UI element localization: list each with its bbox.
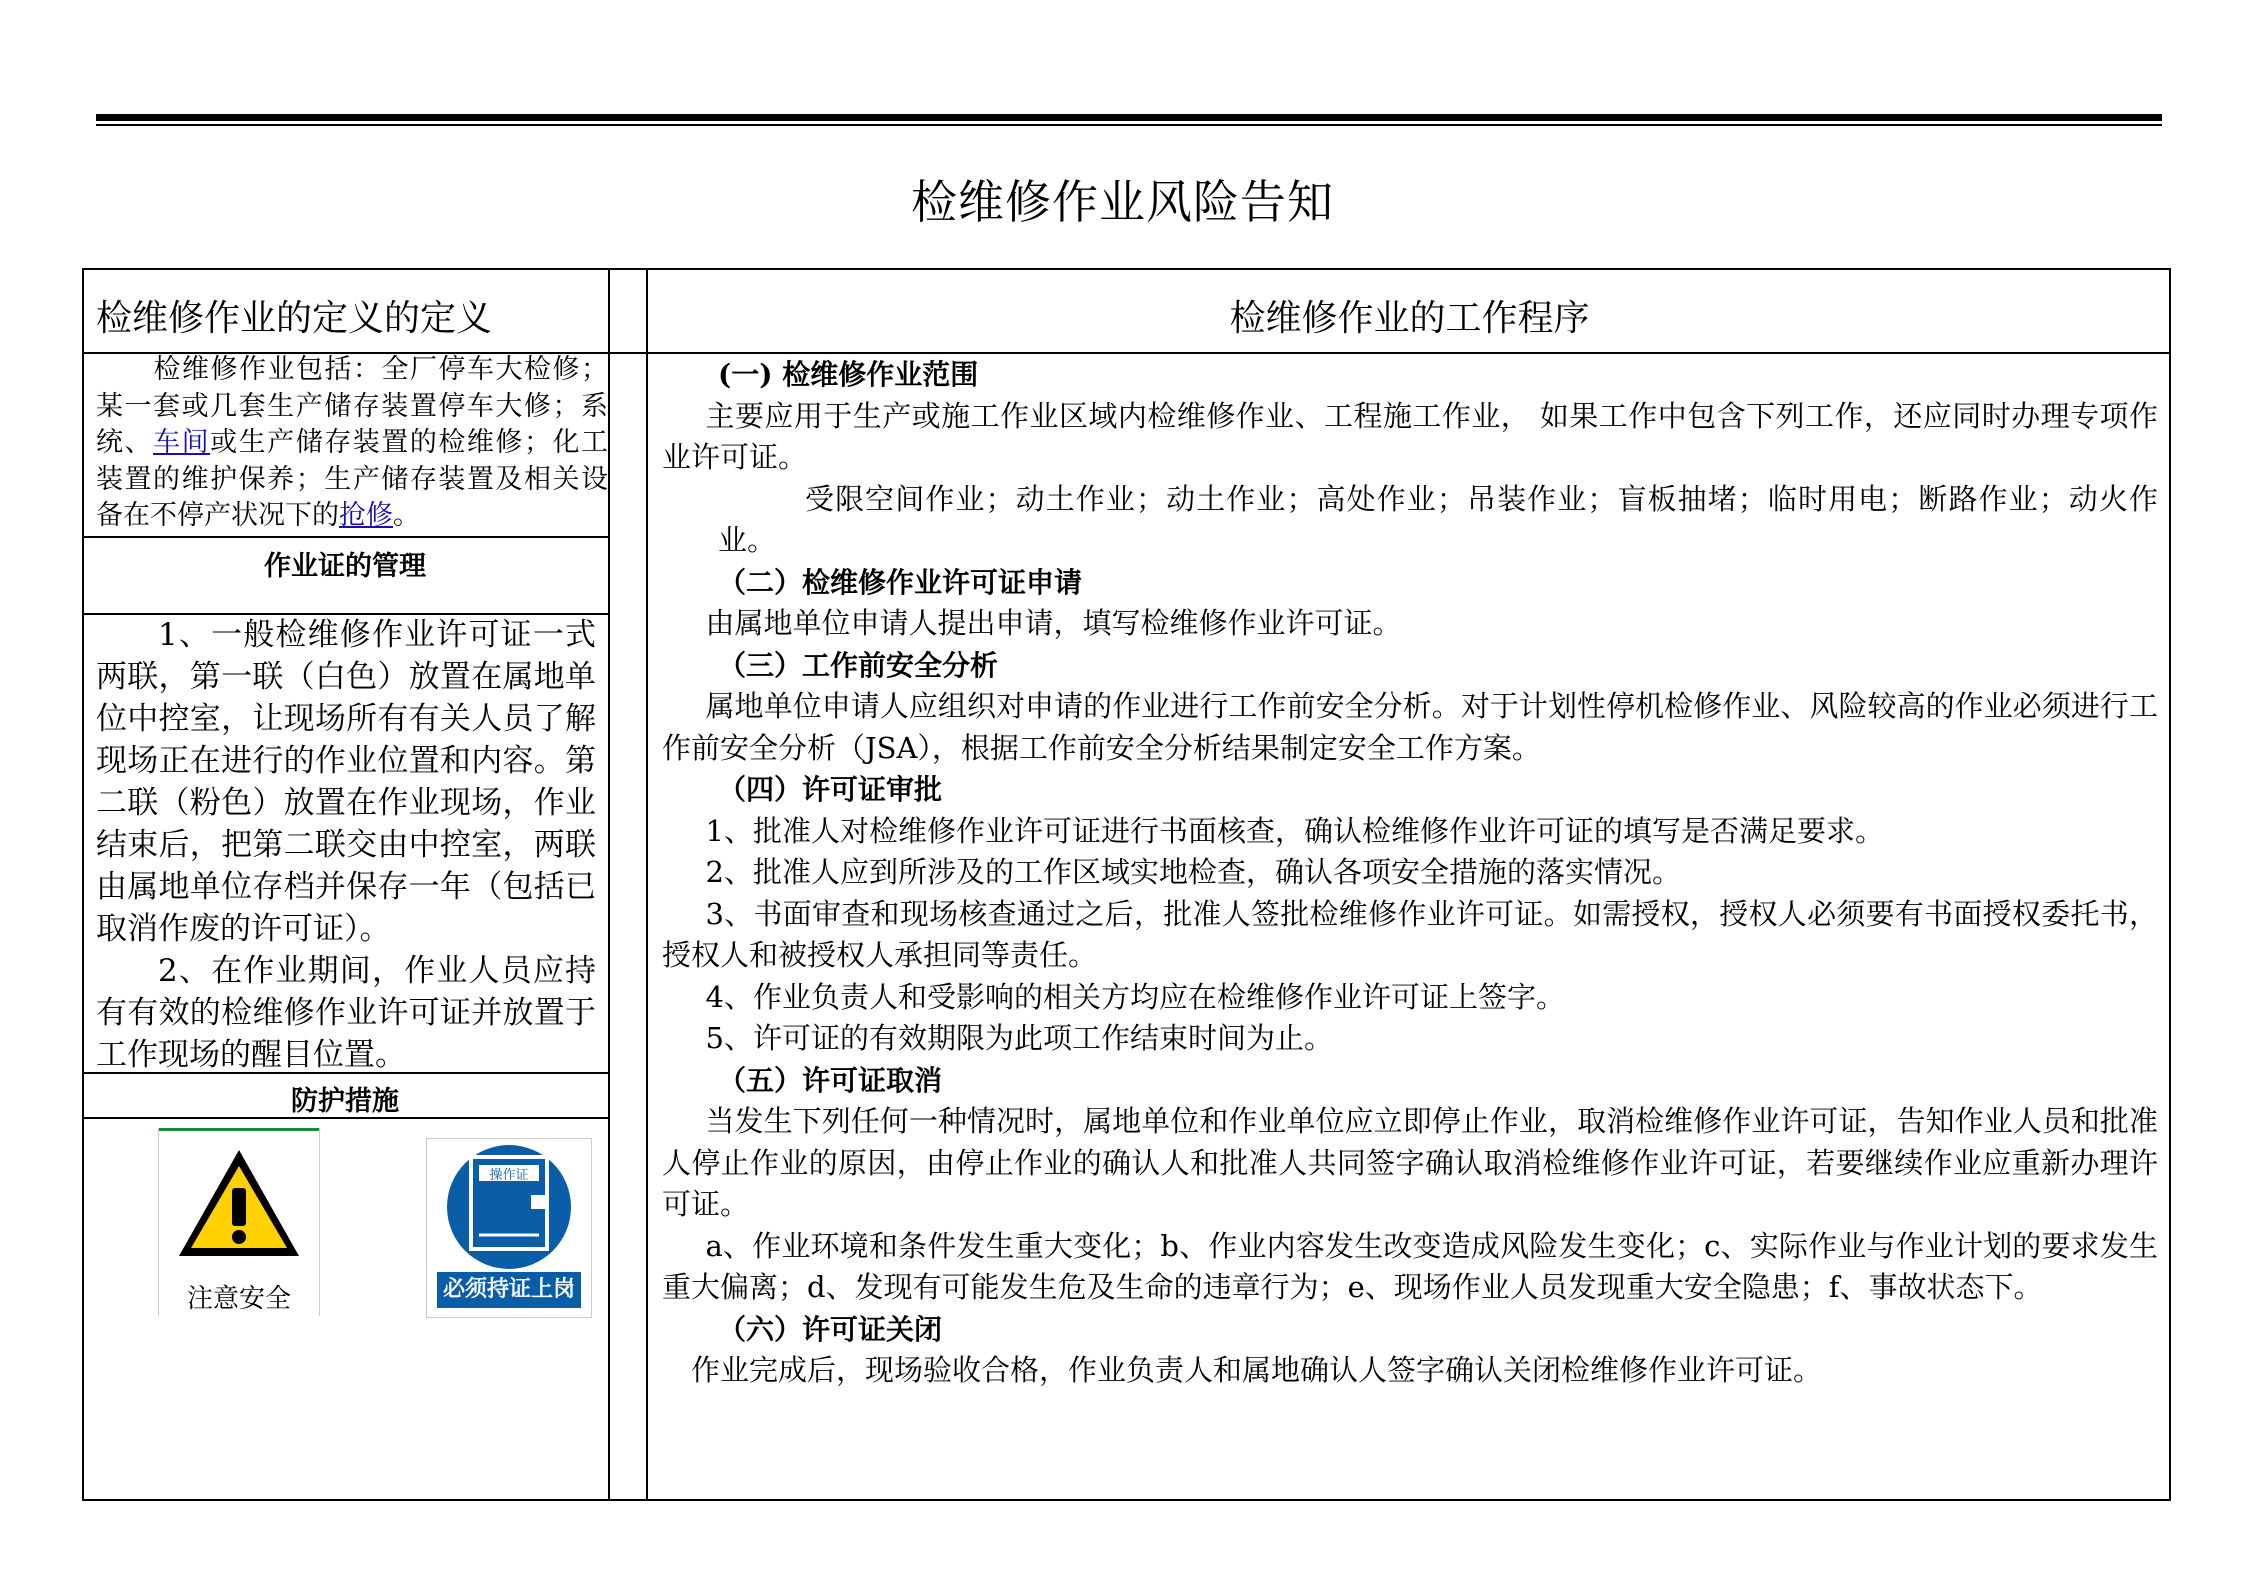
section-text: 4、作业负责人和受影响的相关方均应在检维修作业许可证上签字。 (705, 979, 1565, 1014)
permit-management-paragraph: 1、一般检维修作业许可证一式两联，第一联（白色）放置在属地单位中控室，让现场所有有关人员了解现场正在进行的作业位置和内容。第二联（粉色）放置在作业现场，作业结束后，把第二联交由中控室，两联由属地单位存档并保存一年（包括已取消作废的许可证）。 (96, 617, 596, 947)
header-rule-thick (96, 114, 2162, 121)
procedure-heading: 检维修作业的工作程序 (1229, 298, 1590, 339)
permit-required-sign-label: 必须持证上岗 (437, 1272, 581, 1308)
section-text: 属地单位申请人应组织对申请的作业进行工作前安全分析。对于计划性停机检修作业、风险较高的作业必须进行工作前安全分析（JSA），根据工作前安全分析结果制定安全工作方案。 (662, 689, 2158, 765)
permit-required-sign (426, 1138, 592, 1318)
row-divider-1 (82, 536, 610, 538)
section-heading: （二）检维修作业许可证申请 (718, 565, 1083, 599)
section-text: 3、书面审查和现场核查通过之后，批准人签批检维修作业许可证。如需授权，授权人必须要有书面授权委托书，授权人和被授权人承担同等责任。 (662, 896, 2158, 972)
protection-heading: 防护措施 (291, 1086, 399, 1117)
caution-sign-icon (159, 1128, 319, 1278)
section-heading: （六）许可证关闭 (718, 1312, 943, 1346)
section-text: 主要应用于生产或施工作业区域内检维修作业、工程施工作业， 如果工作中包含下列工作，还应同时办理专项作业许可证。 (662, 398, 2158, 474)
section-text: 当发生下列任何一种情况时，属地单位和作业单位应立即停止作业，取消检维修作业许可证，告知作业人员和批准人停止作业的原因，由停止作业的确认人和批准人共同签字确认取消检维修作业许可证，若要继续作业应重新办理许可证。 (662, 1104, 2158, 1221)
header-rule-thin (96, 124, 2162, 126)
definition-heading: 检维修作业的定义的定义 (96, 298, 493, 339)
permit-management-text (96, 614, 596, 1076)
caution-sign-label: 注意安全 (186, 1284, 291, 1314)
permit-card-text: 操作证 (489, 1168, 529, 1183)
section-heading: （三）工作前安全分析 (718, 648, 999, 682)
repair-link[interactable]: 抢修 (339, 500, 393, 531)
section-text: a、作业环境和条件发生重大变化；b、作业内容发生改变造成风险发生变化；c、实际作业与作业计划的要求发生重大偏离；d、发现有可能发生危及生命的违章行为；e、现场作业人员发现重大安全隐患；f、事故状态下。 (662, 1228, 2158, 1304)
section-heading: （四）许可证审批 (718, 773, 943, 806)
page-title: 检维修作业风险告知 (911, 175, 1334, 229)
section-text: 作业完成后，现场验收合格，作业负责人和属地确认人签字确认关闭检维修作业许可证。 (691, 1353, 1823, 1387)
workshop-link[interactable]: 车间 (153, 427, 211, 458)
section-text: 2、批准人应到所涉及的工作区域实地检查，确认各项安全措施的落实情况。 (705, 855, 1681, 889)
section-text: 1、批准人对检维修作业许可证进行书面核查，确认检维修作业许可证的填写是否满足要求。 (705, 813, 1884, 848)
section-text: 由属地单位申请人提出申请，填写检维修作业许可证。 (705, 606, 1402, 640)
permit-required-sign-icon (427, 1139, 591, 1271)
permit-management-paragraph: 2、在作业期间，作业人员应持有有效的检维修作业许可证并放置于工作现场的醒目位置。 (96, 953, 596, 1073)
section-text: 受限空间作业；动土作业；动土作业；高处作业；吊装作业；盲板抽堵；临时用电；断路作业；动火作业。 (718, 481, 2158, 557)
caution-sign (158, 1128, 320, 1316)
column-divider-left (608, 268, 610, 1501)
section-text: 5、许可证的有效期限为此项工作结束时间为止。 (705, 1021, 1333, 1055)
section-heading: (一) 检维修作业范围 (718, 358, 979, 391)
permit-management-heading: 作业证的管理 (264, 551, 426, 582)
section-heading: （五）许可证取消 (718, 1063, 943, 1097)
procedure-body (662, 354, 2158, 1392)
definition-text: 检维修作业包括：全厂停车大检修；某一套或几套生产储存装置停车大修；系统、车间或生产储存装置的检维修；化工装置的维护保养；生产储存装置及相关设备在不停产状况下的抢修。 (96, 354, 609, 531)
column-divider-right (646, 268, 648, 1501)
